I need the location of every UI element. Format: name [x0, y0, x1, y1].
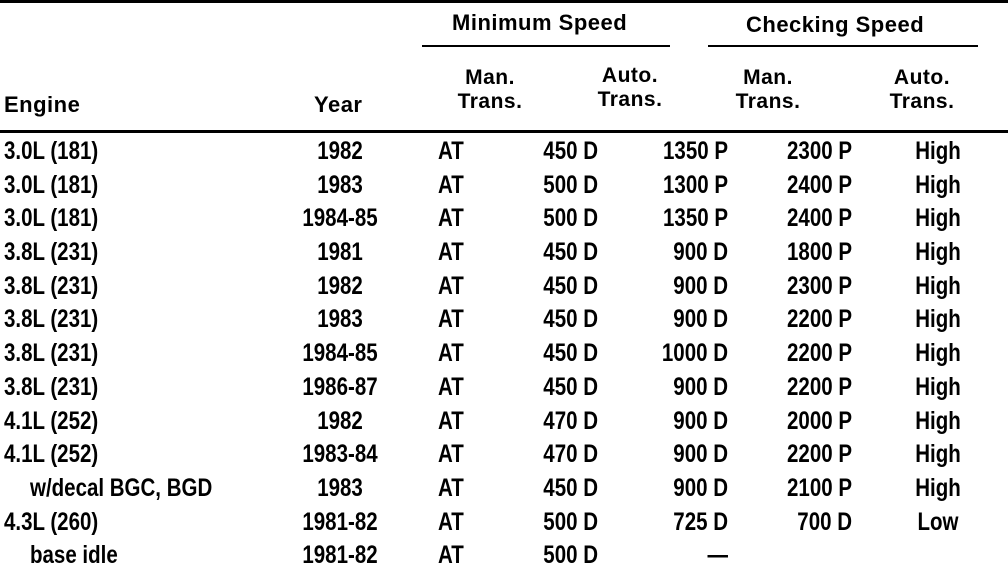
- header-chk-auto-trans: [872, 66, 972, 114]
- rule-checking-speed: [708, 45, 978, 47]
- cell-trans: AT: [438, 271, 464, 300]
- cell-range-text: High: [915, 170, 961, 199]
- cell-min-speed-text: 470 D: [543, 440, 598, 469]
- header-year: Year: [314, 92, 363, 117]
- cell-auto-speed-text: 900 D: [673, 406, 728, 435]
- cell-checking-speed-text: 2200 P: [787, 339, 852, 368]
- cell-auto-speed-text: 900 D: [673, 238, 728, 267]
- cell-range-text: High: [915, 238, 961, 267]
- cell-auto-speed-text: 900 D: [673, 372, 728, 401]
- cell-range-text: High: [915, 440, 961, 469]
- cell-min-speed-text: 450 D: [543, 372, 598, 401]
- cell-trans: AT: [438, 238, 464, 267]
- cell-min-speed-text: 450 D: [543, 339, 598, 368]
- cell-trans: AT: [438, 406, 464, 435]
- cell-checking-speed-text: 2400 P: [787, 170, 852, 199]
- cell-engine: 3.8L (231): [4, 305, 99, 334]
- cell-engine: 3.8L (231): [4, 372, 99, 401]
- cell-checking-speed-text: 2200 P: [787, 440, 852, 469]
- rule-minimum-speed: [422, 45, 670, 47]
- cell-year-text: 1982: [317, 137, 363, 165]
- cell-engine: 4.1L (252): [4, 406, 99, 435]
- cell-year-text: 1983-84: [302, 440, 378, 469]
- cell-year-text: 1983: [317, 305, 363, 334]
- cell-min-speed-text: 500 D: [543, 170, 598, 199]
- cell-auto-speed-text: —: [707, 541, 728, 570]
- cell-auto-speed-text: 1350 P: [663, 204, 728, 233]
- cell-engine: base idle: [30, 541, 118, 570]
- cell-checking-speed-text: 700 D: [797, 507, 852, 536]
- cell-engine: w/decal BGC, BGD: [30, 473, 213, 502]
- cell-auto-speed-text: 900 D: [673, 305, 728, 334]
- cell-checking-speed-text: 2200 P: [787, 372, 852, 401]
- table-row: [0, 336, 1008, 370]
- cell-auto-speed-text: 1350 P: [663, 137, 728, 165]
- cell-auto-speed-text: 1300 P: [663, 170, 728, 199]
- cell-checking-speed-text: 2000 P: [787, 406, 852, 435]
- cell-min-speed-text: 450 D: [543, 473, 598, 502]
- cell-trans: AT: [438, 137, 464, 165]
- table-row: [0, 235, 1008, 269]
- cell-min-speed-text: 500 D: [543, 507, 598, 536]
- cell-range-text: High: [915, 372, 961, 401]
- cell-range-text: High: [915, 137, 961, 165]
- cell-trans: AT: [438, 372, 464, 401]
- header-chk-auto-line1: Auto.: [893, 66, 951, 89]
- header-minimum-speed: Minimum Speed: [452, 10, 628, 35]
- table-row: [0, 134, 1008, 168]
- cell-min-speed-text: 500 D: [543, 204, 598, 233]
- table-row: [0, 370, 1008, 404]
- cell-trans: AT: [438, 507, 464, 536]
- cell-range-text: High: [915, 406, 961, 435]
- table-row: [0, 505, 1008, 539]
- cell-trans: AT: [438, 305, 464, 334]
- cell-auto-speed-text: 900 D: [673, 473, 728, 502]
- header-min-man-line2: Trans.: [457, 90, 523, 113]
- cell-year-text: 1981-82: [302, 507, 378, 536]
- cell-trans: AT: [438, 541, 464, 570]
- header-chk-man-line1: Man.: [743, 66, 793, 89]
- cell-engine: 4.3L (260): [4, 507, 99, 536]
- cell-trans: AT: [438, 473, 464, 502]
- header-min-auto-line1: Auto.: [601, 64, 659, 87]
- cell-engine: 3.0L (181): [4, 170, 99, 199]
- cell-min-speed-text: 450 D: [543, 271, 598, 300]
- cell-engine: 3.8L (231): [4, 339, 99, 368]
- header-chk-auto-line2: Trans.: [889, 90, 955, 113]
- cell-checking-speed-text: 2100 P: [787, 473, 852, 502]
- cell-checking-speed-text: 2300 P: [787, 271, 852, 300]
- cell-range-text: High: [915, 271, 961, 300]
- table-row: [0, 168, 1008, 202]
- top-rule: [0, 0, 1008, 3]
- cell-checking-speed-text: 2300 P: [787, 137, 852, 165]
- cell-engine: 3.0L (181): [4, 204, 99, 233]
- cell-min-speed-text: 450 D: [543, 137, 598, 165]
- table-row: [0, 302, 1008, 336]
- cell-trans: AT: [438, 170, 464, 199]
- header-chk-man-trans: [718, 66, 818, 114]
- cell-engine: 3.8L (231): [4, 271, 99, 300]
- cell-engine: 3.0L (181): [4, 137, 99, 165]
- cell-trans: AT: [438, 204, 464, 233]
- cell-range-text: High: [915, 204, 961, 233]
- cell-engine: 4.1L (252): [4, 440, 99, 469]
- cell-range-text: Low: [917, 507, 959, 536]
- table-row: [0, 201, 1008, 235]
- cell-auto-speed-text: 900 D: [673, 271, 728, 300]
- header-chk-man-line2: Trans.: [735, 90, 801, 113]
- cell-year-text: 1982: [317, 406, 363, 435]
- cell-year-text: 1982: [317, 271, 363, 300]
- cell-year-text: 1981-82: [302, 541, 378, 570]
- cell-auto-speed-text: 1000 D: [661, 339, 728, 368]
- header-min-man-trans: [440, 66, 540, 114]
- cell-range-text: High: [915, 473, 961, 502]
- cell-year-text: 1986-87: [302, 372, 378, 401]
- cell-trans: AT: [438, 339, 464, 368]
- table-body: [0, 134, 1008, 572]
- table-row: [0, 437, 1008, 471]
- header-min-auto-line2: Trans.: [597, 88, 663, 111]
- table-row: [0, 471, 1008, 505]
- cell-auto-speed-text: 900 D: [673, 440, 728, 469]
- cell-engine: 3.8L (231): [4, 238, 99, 267]
- cell-min-speed-text: 450 D: [543, 305, 598, 334]
- cell-year-text: 1984-85: [302, 339, 378, 368]
- header-min-man-line1: Man.: [465, 66, 515, 89]
- cell-range-text: High: [915, 305, 961, 334]
- table-row: [0, 404, 1008, 438]
- header-min-auto-trans: [580, 64, 680, 112]
- cell-year-text: 1981: [317, 238, 363, 267]
- header-divider: [0, 130, 1008, 133]
- cell-trans: AT: [438, 440, 464, 469]
- cell-checking-speed-text: 2400 P: [787, 204, 852, 233]
- header-engine: Engine: [4, 92, 81, 117]
- cell-min-speed-text: 500 D: [543, 541, 598, 570]
- cell-year-text: 1983: [317, 473, 363, 502]
- cell-min-speed-text: 450 D: [543, 238, 598, 267]
- cell-year-text: 1984-85: [302, 204, 378, 233]
- cell-checking-speed-text: 1800 P: [787, 238, 852, 267]
- table-row: [0, 538, 1008, 572]
- cell-auto-speed-text: 725 D: [673, 507, 728, 536]
- cell-year-text: 1983: [317, 170, 363, 199]
- cell-checking-speed-text: 2200 P: [787, 305, 852, 334]
- table-row: [0, 269, 1008, 303]
- cell-range-text: High: [915, 339, 961, 368]
- cell-min-speed-text: 470 D: [543, 406, 598, 435]
- header-checking-speed: Checking Speed: [746, 12, 925, 37]
